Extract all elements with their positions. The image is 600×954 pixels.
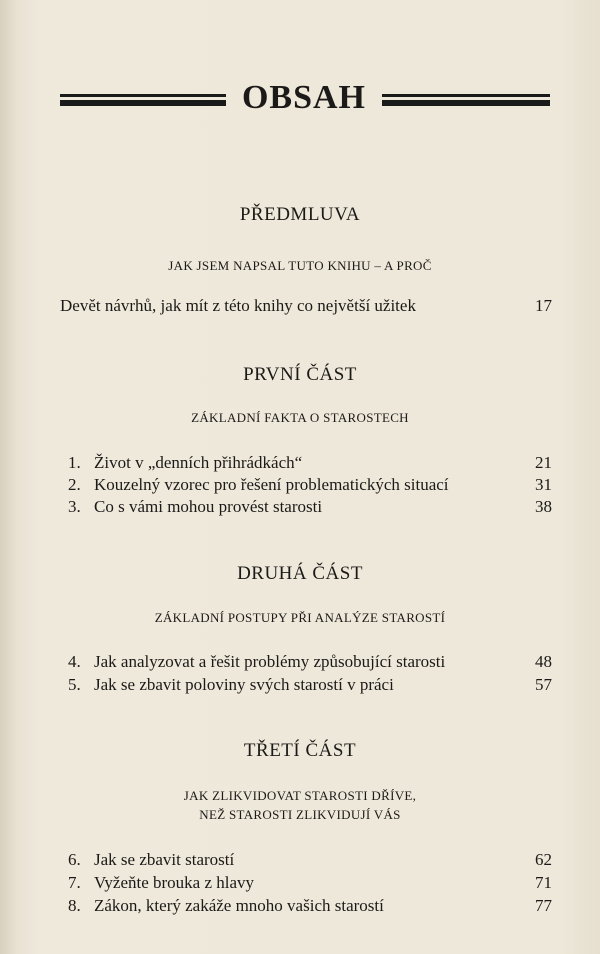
- toc-entry: [60, 674, 552, 696]
- toc-entry-page: 31: [535, 475, 552, 494]
- toc-entry-number: 6.: [68, 850, 81, 869]
- toc-entry: [60, 849, 552, 871]
- section-subheading-part-3-line-2: NEŽ STAROSTI ZLIKVIDUJÍ VÁS: [199, 807, 401, 822]
- toc-entry-number: 5.: [68, 675, 81, 694]
- toc-entry-title: Co s vámi mohou provést starosti: [94, 497, 323, 516]
- toc-entry-page: 62: [535, 850, 552, 869]
- toc-entry: [60, 895, 552, 917]
- toc-entry: [60, 496, 552, 518]
- toc-entry: [60, 872, 552, 894]
- title-rule-left: [60, 94, 226, 106]
- toc-entry-number: 1.: [68, 453, 81, 472]
- toc-entry: [60, 474, 552, 496]
- toc-entry-number: 3.: [68, 497, 81, 516]
- title-rule-right: [382, 94, 550, 106]
- section-heading-part-3: TŘETÍ ČÁST: [243, 740, 357, 761]
- toc-entry-page: 17: [535, 296, 552, 315]
- section-heading-predmluva: PŘEDMLUVA: [239, 204, 361, 225]
- section-heading-part-1: PRVNÍ ČÁST: [243, 364, 357, 385]
- section-subheading-part-2: ZÁKLADNÍ POSTUPY PŘI ANALÝZE STAROSTÍ: [154, 610, 446, 625]
- toc-entry-number: 7.: [68, 873, 81, 892]
- toc-entry: [60, 295, 552, 317]
- toc-entry-number: 8.: [68, 896, 81, 915]
- toc-entry-page: 48: [535, 652, 552, 671]
- toc-entry-page: 57: [535, 675, 552, 694]
- section-subheading-part-1: ZÁKLADNÍ FAKTA O STAROSTECH: [191, 410, 409, 425]
- section-heading-part-2: DRUHÁ ČÁST: [237, 563, 363, 584]
- toc-entry-number: 2.: [68, 475, 81, 494]
- toc-entry-title: Zákon, který zakáže mnoho vašich starostí: [94, 896, 384, 915]
- toc-entry-title: Jak analyzovat a řešit problémy způsobující starosti: [94, 652, 446, 671]
- toc-entry-title: Jak se zbavit starostí: [94, 850, 235, 869]
- toc-entry-title: Jak se zbavit poloviny svých starostí v práci: [94, 675, 394, 694]
- toc-entry-page: 71: [535, 873, 552, 892]
- toc-entry-title: Život v „denních přihrádkách“: [94, 453, 303, 472]
- toc-entry-page: 38: [535, 497, 552, 516]
- toc-entry-page: 21: [535, 453, 552, 472]
- toc-entry-title: Vyžeňte brouka z hlavy: [94, 873, 255, 892]
- section-subheading-predmluva: JAK JSEM NAPSAL TUTO KNIHU – A PROČ: [168, 258, 432, 273]
- toc-entry: [60, 452, 552, 474]
- title-row: [60, 80, 550, 116]
- page-title: OBSAH: [241, 79, 367, 116]
- toc-entry-page: 77: [535, 896, 552, 915]
- toc-entry: [60, 651, 552, 673]
- section-subheading-part-3-line-1: JAK ZLIKVIDOVAT STAROSTI DŘÍVE,: [183, 788, 417, 803]
- toc-entry-title: Devět návrhů, jak mít z této knihy co největší užitek: [60, 296, 416, 315]
- toc-entry-number: 4.: [68, 652, 81, 671]
- toc-entry-title: Kouzelný vzorec pro řešení problematických situací: [94, 475, 449, 494]
